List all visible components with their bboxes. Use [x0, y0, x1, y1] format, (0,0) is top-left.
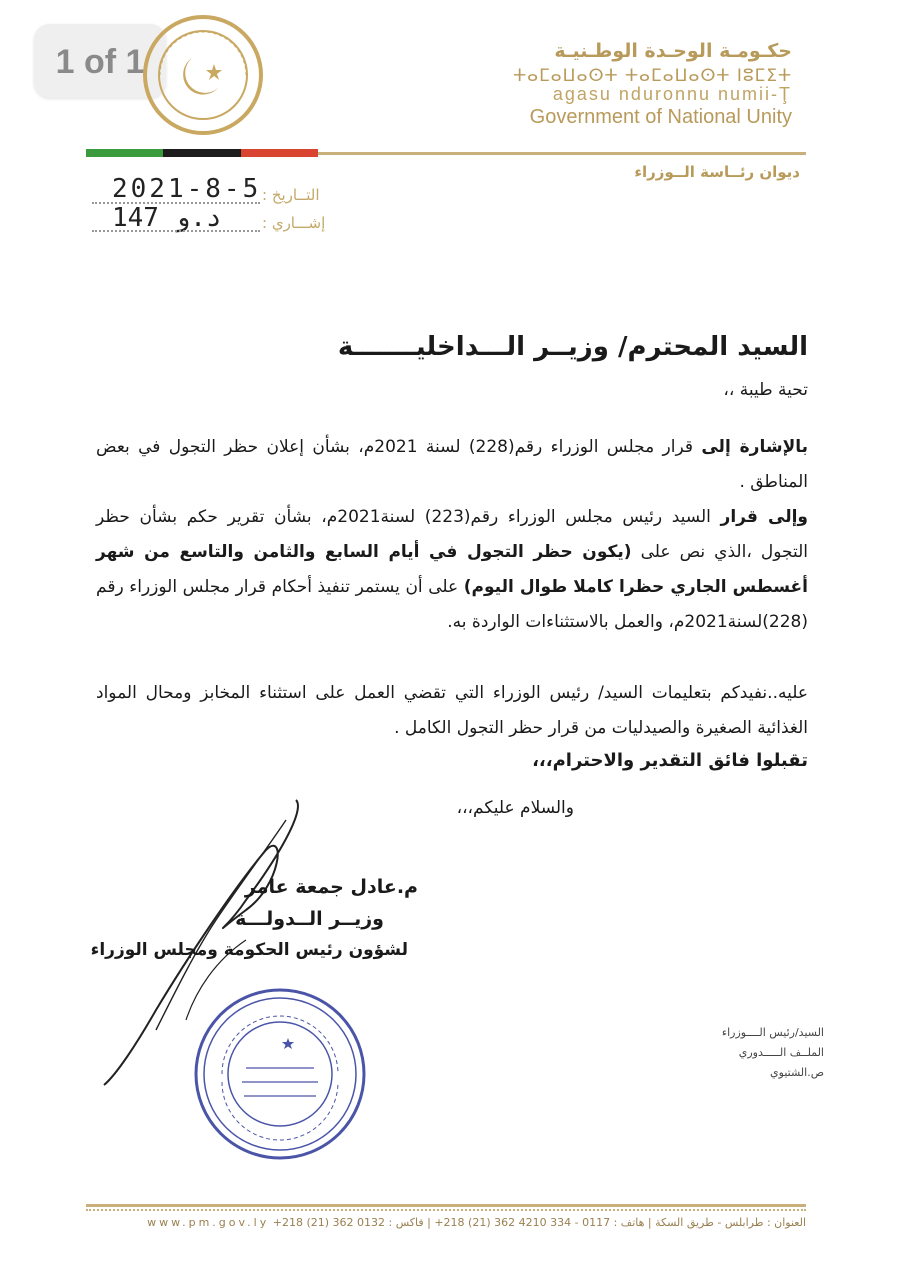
paragraph-emphasis: (يكون حظر التجول في أيام السابع والثامن والتاسع من شهر أغسطس الجاري حظرا كاملا طوال اليوم): [96, 542, 808, 597]
signatory-portfolio: لشؤون رئيس الحكومة ومجلس الوزراء: [90, 940, 408, 960]
government-emblem: [140, 12, 266, 138]
date-value: 2021-8-5: [112, 174, 262, 204]
official-stamp: [192, 986, 368, 1162]
paragraph-text: عليه..نفيدكم بتعليمات السيد/ رئيس الوزراء التي تقضي العمل على استثناء المخابز ومحال المواد الغذائية الصغيرة والصيدليات من قرار حظر التجول الكامل .: [96, 683, 808, 738]
government-name-arabic: حكـومـة الوحـدة الوطـنيـة: [554, 40, 792, 62]
footer-website[interactable]: www.pm.gov.ly: [147, 1216, 270, 1229]
recipient: السيد المحترم/ وزيــر الـــداخليـــــــة: [337, 332, 808, 362]
reference-label: إشـــاري :: [262, 214, 326, 232]
footer-fax: فاكس : 0132 362 (21) 218+: [272, 1216, 424, 1229]
reference-dotted-line: [92, 230, 260, 232]
government-name-english: Government of National Unity: [529, 106, 792, 128]
paragraph-text: السيد رئيس مجلس الوزراء رقم(223) لسنة2021م، بشأن تقرير حكم بشأن حظر التجول ،الذي نص على: [96, 507, 808, 562]
distribution-item: السيد/رئيس الــــوزراء: [721, 1026, 824, 1039]
flag-green: [86, 149, 163, 157]
footer-phone: هاتف : 0117 - 334 4210 362 (21) 218+: [434, 1216, 645, 1229]
signatory-title: وزيــر الــدولـــة: [235, 908, 384, 930]
reference-value: 147 د.و: [112, 203, 222, 233]
footer-divider: [86, 1204, 806, 1207]
government-name-tifinagh: ⵜⴰⵎⴰⵡⴰⵙⵜ ⵜⴰⵎⴰⵡⴰⵙⵜ ⵏⵓⵎⵉⵜ: [513, 66, 792, 86]
footer-dotted-divider: [86, 1209, 806, 1211]
distribution-item: ص.الشتيوي: [770, 1066, 824, 1079]
flag-color-strip: [86, 149, 318, 157]
greeting: تحية طيبة ،،: [723, 380, 808, 400]
paragraph-reference: [96, 430, 808, 500]
paragraph-text: على أن يستمر تنفيذ أحكام قرار مجلس الوزراء رقم (228)لسنة2021م، والعمل بالاستثناءات الواردة به.: [96, 577, 808, 632]
paragraph-decision: [96, 500, 808, 640]
signatory-name: م.عادل جمعة عامر: [244, 876, 418, 898]
date-label: التــاريخ :: [262, 186, 320, 204]
distribution-item: الملــف الـــــدوري: [738, 1046, 824, 1059]
government-name-amazigh-latin: agasu nduronnu numii-Ţ: [552, 84, 792, 104]
flag-black: [163, 149, 240, 157]
office-name: ديوان رئــاسة الــوزراء: [634, 163, 800, 181]
paragraph-text: قرار مجلس الوزراء رقم(228) لسنة 2021م، بشأن إعلان حظر التجول في بعض المناطق .: [96, 437, 808, 492]
flag-red: [241, 149, 318, 157]
paragraph-lead: بالإشارة إلى: [701, 437, 808, 457]
paragraph-instruction: [96, 676, 808, 746]
page-indicator-text: 1 of 1: [55, 43, 145, 81]
paragraph-lead: وإلى قرار: [720, 507, 808, 527]
salutation: والسلام عليكم،،،: [456, 798, 574, 818]
footer-contact: العنوان : طرابلس - طريق السكة | هاتف : 0117 - 334 4210 362 (21) 218+ | فاكس : 0132 362 (21) 218+ www.pm.gov.ly: [147, 1216, 806, 1229]
footer-address: العنوان : طرابلس - طريق السكة: [655, 1216, 806, 1229]
closing-line: تقبلوا فائق التقدير والاحترام،،،: [532, 750, 808, 771]
